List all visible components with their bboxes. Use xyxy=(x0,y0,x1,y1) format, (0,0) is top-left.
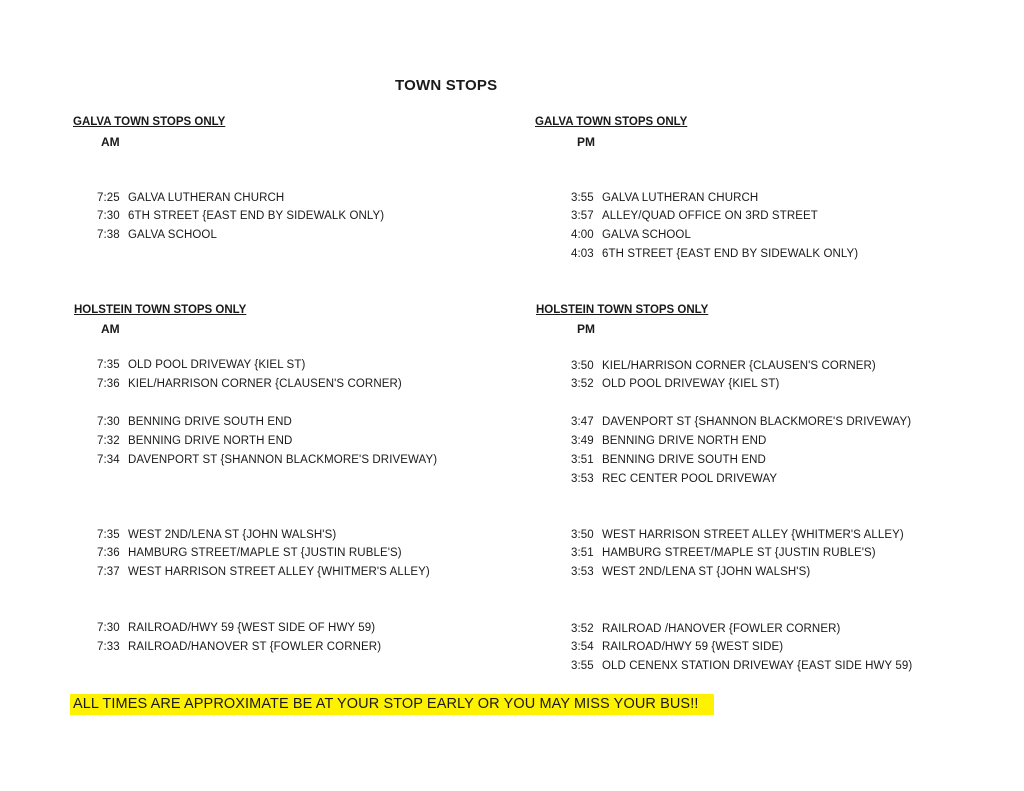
stop-place: DAVENPORT ST {SHANNON BLACKMORE'S DRIVEWAY) xyxy=(602,416,912,428)
holstein-pm-stop-3 xyxy=(571,416,911,428)
stop-place: BENNING DRIVE NORTH END xyxy=(602,435,767,447)
stop-time: 7:32 xyxy=(97,435,120,447)
stop-place: OLD CENENX STATION DRIVEWAY {EAST SIDE HWY 59) xyxy=(602,660,913,672)
stop-time: 7:25 xyxy=(97,192,120,204)
galva-pm-period: PM xyxy=(577,135,595,149)
stop-place: 6TH STREET {EAST END BY SIDEWALK ONLY) xyxy=(128,210,385,222)
stop-time: 4:03 xyxy=(571,248,594,260)
stop-place: RAILROAD/HWY 59 {WEST SIDE) xyxy=(602,641,784,653)
holstein-pm-stop-9 xyxy=(571,566,810,578)
stop-time: 3:54 xyxy=(571,641,594,653)
stop-place: BENNING DRIVE SOUTH END xyxy=(128,416,292,428)
stop-place: HAMBURG STREET/MAPLE ST {JUSTIN RUBLE'S) xyxy=(602,547,876,559)
holstein-pm-stop-6 xyxy=(571,473,777,485)
stop-time: 3:53 xyxy=(571,473,594,485)
stop-time: 7:30 xyxy=(97,210,120,222)
stop-time: 7:35 xyxy=(97,529,120,541)
stop-place: GALVA LUTHERAN CHURCH xyxy=(602,192,759,204)
holstein-pm-stop-7 xyxy=(571,529,904,541)
holstein-pm-stop-1 xyxy=(571,360,876,372)
stop-place: RAILROAD /HANOVER {FOWLER CORNER) xyxy=(602,623,841,635)
stop-place: BENNING DRIVE SOUTH END xyxy=(602,454,766,466)
stop-place: RAILROAD/HWY 59 {WEST SIDE OF HWY 59) xyxy=(128,622,376,634)
stop-place: GALVA LUTHERAN CHURCH xyxy=(128,192,285,204)
stop-place: RAILROAD/HANOVER ST {FOWLER CORNER) xyxy=(128,641,382,653)
stop-place: DAVENPORT ST {SHANNON BLACKMORE'S DRIVEWAY) xyxy=(128,454,438,466)
galva-am-stop-1 xyxy=(97,192,284,204)
page-title: TOWN STOPS xyxy=(395,77,498,94)
holstein-pm-stop-2 xyxy=(571,378,779,390)
holstein-am-stop-4 xyxy=(97,435,292,447)
holstein-am-stop-1 xyxy=(97,359,305,371)
stop-place: OLD POOL DRIVEWAY {KIEL ST) xyxy=(602,378,780,390)
holstein-pm-stop-8 xyxy=(571,547,876,559)
holstein-am-stop-3 xyxy=(97,416,292,428)
galva-pm-stop-4 xyxy=(571,248,858,260)
galva-pm-stop-1 xyxy=(571,192,758,204)
galva-pm-stop-2 xyxy=(571,210,818,222)
holstein-am-heading: HOLSTEIN TOWN STOPS ONLY xyxy=(74,304,247,316)
holstein-am-period: AM xyxy=(101,322,120,336)
holstein-am-stop-9 xyxy=(97,622,375,634)
stop-time: 7:34 xyxy=(97,454,120,466)
stop-place: 6TH STREET {EAST END BY SIDEWALK ONLY) xyxy=(602,248,859,260)
stop-time: 7:33 xyxy=(97,641,120,653)
holstein-am-stop-7 xyxy=(97,547,402,559)
stop-time: 7:37 xyxy=(97,566,120,578)
holstein-am-stop-2 xyxy=(97,378,402,390)
stop-time: 7:36 xyxy=(97,547,120,559)
stop-time: 3:50 xyxy=(571,529,594,541)
stop-place: KIEL/HARRISON CORNER {CLAUSEN'S CORNER) xyxy=(602,360,876,372)
stop-time: 7:35 xyxy=(97,359,120,371)
galva-am-period: AM xyxy=(101,135,120,149)
holstein-am-stop-10 xyxy=(97,641,381,653)
holstein-pm-heading: HOLSTEIN TOWN STOPS ONLY xyxy=(536,304,709,316)
stop-time: 7:30 xyxy=(97,416,120,428)
notice-banner: ALL TIMES ARE APPROXIMATE BE AT YOUR STOP EARLY OR YOU MAY MISS YOUR BUS!! xyxy=(70,694,714,715)
holstein-pm-stop-5 xyxy=(571,454,766,466)
galva-pm-heading: GALVA TOWN STOPS ONLY xyxy=(535,116,688,128)
holstein-pm-stop-10 xyxy=(571,623,840,635)
stop-time: 3:52 xyxy=(571,623,594,635)
stop-time: 3:55 xyxy=(571,660,594,672)
stop-time: 4:00 xyxy=(571,229,594,241)
stop-time: 3:57 xyxy=(571,210,594,222)
stop-place: HAMBURG STREET/MAPLE ST {JUSTIN RUBLE'S) xyxy=(128,547,402,559)
stop-place: WEST 2ND/LENA ST {JOHN WALSH'S) xyxy=(128,529,337,541)
stop-time: 3:53 xyxy=(571,566,594,578)
stop-place: KIEL/HARRISON CORNER {CLAUSEN'S CORNER) xyxy=(128,378,402,390)
stop-time: 3:49 xyxy=(571,435,594,447)
stop-place: GALVA SCHOOL xyxy=(128,229,217,241)
stop-place: REC CENTER POOL DRIVEWAY xyxy=(602,473,778,485)
stop-time: 7:30 xyxy=(97,622,120,634)
stop-place: GALVA SCHOOL xyxy=(602,229,691,241)
holstein-pm-stop-4 xyxy=(571,435,766,447)
stop-time: 3:50 xyxy=(571,360,594,372)
holstein-am-stop-6 xyxy=(97,529,336,541)
stop-time: 7:38 xyxy=(97,229,120,241)
holstein-pm-stop-11 xyxy=(571,641,783,653)
stop-place: BENNING DRIVE NORTH END xyxy=(128,435,293,447)
holstein-am-stop-8 xyxy=(97,566,430,578)
galva-pm-stop-3 xyxy=(571,229,691,241)
stop-time: 7:36 xyxy=(97,378,120,390)
stop-place: ALLEY/QUAD OFFICE ON 3RD STREET xyxy=(602,210,818,222)
stop-time: 3:51 xyxy=(571,547,594,559)
stop-time: 3:52 xyxy=(571,378,594,390)
stop-place: WEST 2ND/LENA ST {JOHN WALSH'S) xyxy=(602,566,811,578)
galva-am-heading: GALVA TOWN STOPS ONLY xyxy=(73,116,226,128)
holstein-pm-stop-12 xyxy=(571,660,912,672)
holstein-am-stop-5 xyxy=(97,454,437,466)
stop-place: OLD POOL DRIVEWAY {KIEL ST) xyxy=(128,359,306,371)
holstein-pm-period: PM xyxy=(577,322,595,336)
stop-place: WEST HARRISON STREET ALLEY {WHITMER'S ALLEY) xyxy=(128,566,430,578)
stop-time: 3:55 xyxy=(571,192,594,204)
stop-time: 3:51 xyxy=(571,454,594,466)
galva-am-stop-3 xyxy=(97,229,217,241)
stop-place: WEST HARRISON STREET ALLEY {WHITMER'S ALLEY) xyxy=(602,529,904,541)
stop-time: 3:47 xyxy=(571,416,594,428)
galva-am-stop-2 xyxy=(97,210,384,222)
